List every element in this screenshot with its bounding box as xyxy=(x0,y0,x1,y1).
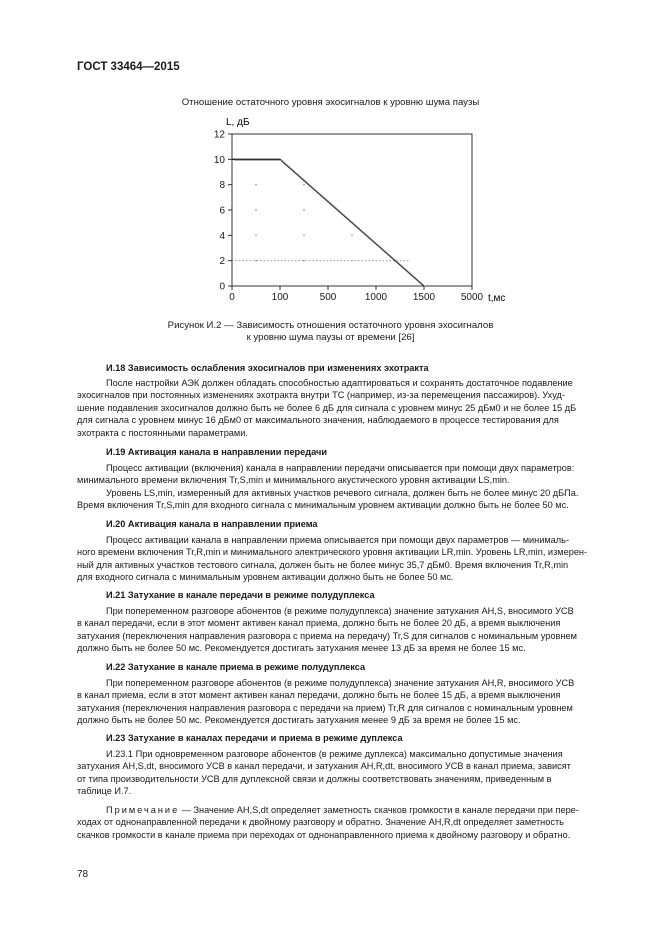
plot-dot xyxy=(303,209,304,210)
x-tick-label: 1000 xyxy=(364,292,388,303)
plot-dot xyxy=(351,235,352,236)
text-line: После настройки АЭК должен обладать способностью адаптироваться и сохранять достаточное подавление xyxy=(106,378,573,388)
text-line: шение подавления эхосигналов должно быть не более 6 дБ для сигнала с уровнем минус 25 дБм0 и не более 15 дБ xyxy=(77,402,577,413)
y-tick-label: 6 xyxy=(219,205,225,217)
note xyxy=(77,804,582,841)
x-tick-label: 0 xyxy=(229,292,235,303)
y-tick-label: 4 xyxy=(219,230,225,242)
text-line: Время включения Tr,S,min для входного сигнала с минимальным уровнем активации должно быть не более 50 мс. xyxy=(77,500,569,511)
section-body xyxy=(77,748,582,798)
section-heading: И.19 Активация канала в направлении передачи xyxy=(106,447,327,457)
text-line: эхотракта с постоянными параметрами. xyxy=(77,427,248,438)
text-line: таблице И.7. xyxy=(77,786,132,797)
note-text: — Значение AH,S,dt определяет заметность скачков громкости в канале передачи при пере- xyxy=(179,805,579,815)
section-body xyxy=(77,677,582,727)
text-line: минимального времени включения Tr,S,min и минимального акустического уровня активации LS,min. xyxy=(77,475,510,486)
section-body xyxy=(77,377,582,439)
text-line: в канал приема, если в этот момент активен канал передачи, должно быть не более 15 дБ, а время выключения xyxy=(77,690,561,701)
text-line: для сигнала с уровнем минус 16 дБм0 от максимального значения, наблюдаемого в процессе тестирования для xyxy=(77,415,559,426)
series-line-shadow xyxy=(234,160,426,287)
y-ticks xyxy=(214,130,232,293)
figure-caption-line-2: к уровню шума паузы от времени [26] xyxy=(246,332,415,343)
text-line: ный для активных участков тестового сигнала, должен быть не более минус 35,7 дБм0. Время включения Tr,R,min xyxy=(77,559,569,570)
plot-dot xyxy=(255,184,256,185)
section-body xyxy=(77,605,582,655)
text-line: Уровень LS,min, измеренный для активных участков речевого сигнала, должен быть не более минус 20 дБПа. xyxy=(106,487,579,498)
section-heading: И.22 Затухание в канале приема в режиме полудуплекса xyxy=(106,662,366,672)
text-line: затухания (переключения направления разговора с приема на передачу) Tr,S для сигналов с номинальным уровнем xyxy=(77,630,577,641)
text-line: от типа производительности УСВ для дуплексной связи и должны соответствовать значениям, приведенным в xyxy=(77,773,552,784)
text-line: должно быть не более 50 мс. Рекомендуется достигать затухания менее 9 дБ за время не более 15 мс. xyxy=(77,715,521,726)
series-line xyxy=(232,159,424,286)
plot-dot xyxy=(303,235,304,236)
text-line: И.23.1 При одновременном разговоре абонентов (в режиме дуплекса) максимально допустимые значения xyxy=(106,749,563,759)
y-tick-label: 12 xyxy=(213,129,225,141)
text-line: ного времени включения Tr,R,min и минимального электрического уровня активации LR,min. Уровень LR,min, измерен- xyxy=(77,547,588,558)
plot-frame xyxy=(232,134,472,286)
note-line xyxy=(77,804,582,816)
y-tick-label: 8 xyxy=(219,180,225,192)
section-heading: И.20 Активация канала в направлении приема xyxy=(106,519,318,529)
text-line: Процесс активации канала в направлении приема описывается при помощи двух параметров — минималь- xyxy=(106,535,570,545)
plot-dot xyxy=(255,260,256,261)
text-line: затухания (переключения направления разговора с передачи на прием) Tr,R для сигналов с номинальным уровнем xyxy=(77,702,573,713)
note-line: скачков громкости в канале приема при переходах от однонаправленного приема к двойному разговору и обратно. xyxy=(77,829,571,840)
text-line: эхосигналов при постоянных изменениях эхотракта внутри ТС (например, из-за перемещения пассажиров). Ухуд- xyxy=(77,390,565,401)
y-tick-label: 0 xyxy=(219,281,225,293)
x-ticks xyxy=(229,286,483,303)
plot-dot xyxy=(303,260,304,261)
text-line: должно быть не более 50 мс. Рекомендуется достигать затухания менее 13 дБ за время не более 15 мс. xyxy=(77,643,526,654)
section-heading: И.23 Затухание в каналах передачи и приема в режиме дуплекса xyxy=(106,733,403,743)
plot-dot xyxy=(255,235,256,236)
x-tick-label: 1500 xyxy=(412,292,436,303)
x-axis-label: t,мс xyxy=(488,293,506,304)
y-tick-label: 10 xyxy=(213,154,225,166)
note-label: Примечание xyxy=(106,805,180,815)
y-axis-label: L, дБ xyxy=(226,117,250,128)
figure-caption-line-1: Рисунок И.2 — Зависимость отношения остаточного уровня эхосигналов xyxy=(167,320,494,331)
section-heading: И.18 Зависимость ослабления эхосигналов при изменениях эхотракта xyxy=(106,363,429,373)
x-tick-label: 5000 xyxy=(460,292,484,303)
x-tick-label: 500 xyxy=(319,292,337,303)
section-body xyxy=(77,462,582,512)
text-line: Процесс активации (включения) канала в направлении передачи описывается при помощи двух параметров: xyxy=(106,463,575,473)
section-heading: И.21 Затухание в канале передачи в режиме полудуплекса xyxy=(106,590,375,600)
plot-line xyxy=(232,159,426,287)
x-tick-label: 100 xyxy=(271,292,289,303)
text-line: для входного сигнала с минимальным уровнем активации должно быть не более 50 мс. xyxy=(77,572,454,583)
text-line: в канал передачи, если в этот момент активен канал приема, должно быть не более 20 дБ, а время выключения xyxy=(77,618,561,629)
text-line: затухания AH,S,dt, вносимого УСВ в канал передачи, и затухания AH,R,dt, вносимого УСВ в канал приема, зависят xyxy=(77,761,571,772)
figure-title: Отношение остаточного уровня эхосигналов к уровню шума паузы xyxy=(181,97,480,108)
y-tick-label: 2 xyxy=(219,256,225,268)
plot-dots xyxy=(232,159,411,262)
section-body xyxy=(77,534,588,584)
plot-dot xyxy=(303,184,304,185)
standard-header: ГОСТ 33464—2015 xyxy=(77,61,180,73)
echo-level-chart xyxy=(190,114,520,309)
text-line: При попеременном разговоре абонентов (в режиме полудуплекса) значение затухания AH,S, вносимого УСВ xyxy=(106,606,574,616)
note-line: ходах от однонаправленной передачи к двойному разговору и обратно. Значение AH,R,dt определяет заметность xyxy=(77,817,564,828)
plot-dot xyxy=(255,209,256,210)
text-line: При попеременном разговоре абонентов (в режиме полудуплекса) значение затухания AH,R, вносимого УСВ xyxy=(106,678,575,688)
page-number: 78 xyxy=(77,869,89,880)
